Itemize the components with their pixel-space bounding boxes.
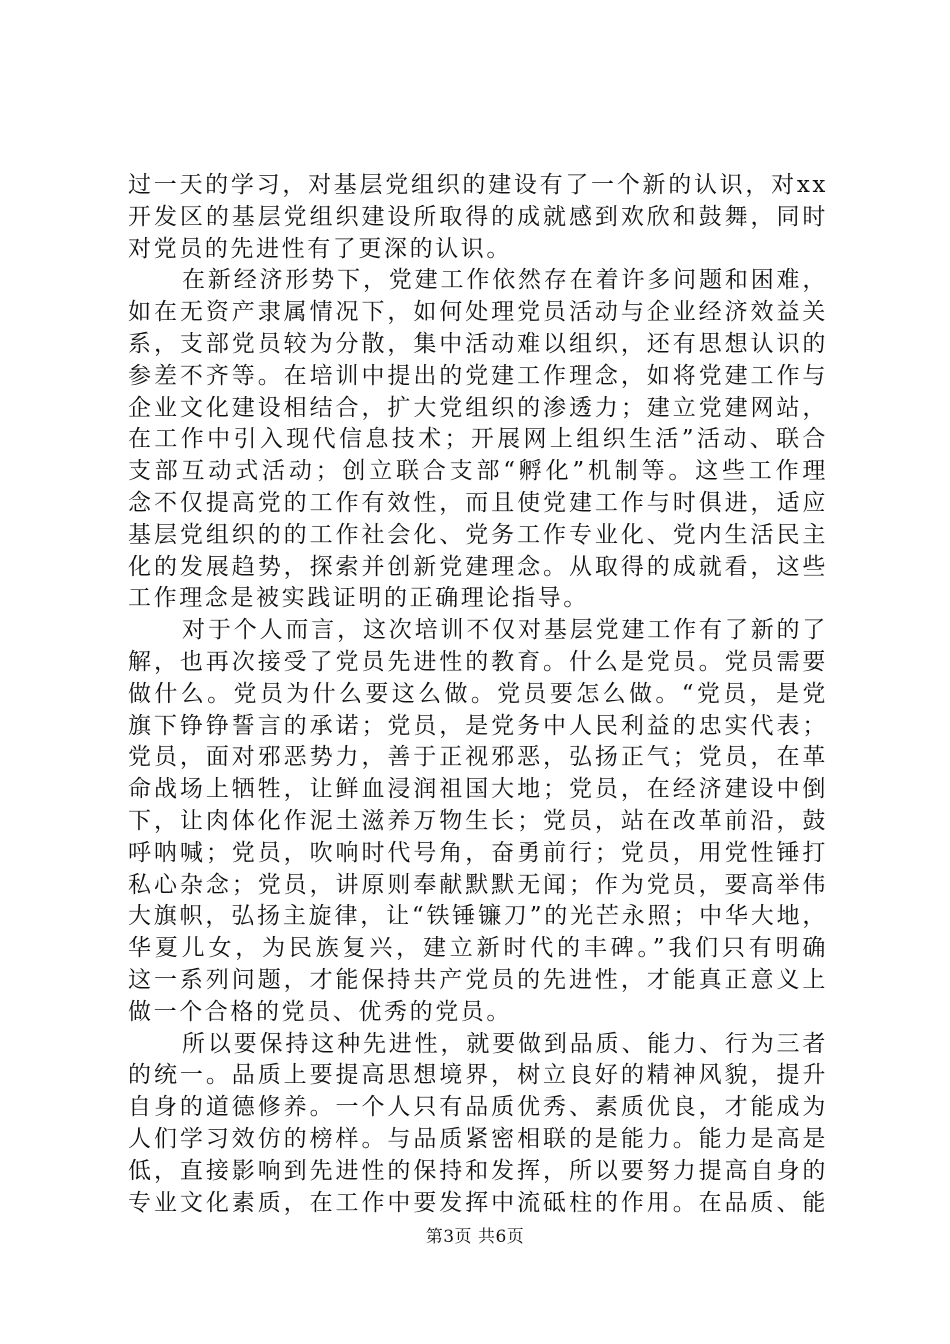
text-line: 如在无资产隶属情况下，如何处理党员活动与企业经济效益关	[128, 299, 828, 326]
text-line: 大旗帜，弘扬主旋律，让“铁锤镰刀”的光芒永照；中华大地，	[128, 903, 828, 930]
text-line: 专业文化素质，在工作中要发挥中流砥柱的作用。在品质、能	[128, 1189, 828, 1216]
text-line: 人们学习效仿的榜样。与品质紧密相联的是能力。能力是高是	[128, 1125, 828, 1152]
text-line: 旗下铮铮誓言的承诺；党员，是党务中人民利益的忠实代表；	[128, 712, 828, 739]
text-line: 化的发展趋势，探索并创新党建理念。从取得的成就看，这些	[128, 553, 828, 580]
text-line: 党员，面对邪恶势力，善于正视邪恶，弘扬正气；党员，在革	[128, 744, 828, 771]
document-body	[128, 170, 828, 1219]
text-line: 系，支部党员较为分散，集中活动难以组织，还有思想认识的	[128, 330, 828, 357]
text-line: 命战场上牺牲，让鲜血浸润祖国大地；党员，在经济建设中倒	[128, 776, 828, 803]
text-line: 私心杂念；党员，讲原则奉献默默无闻；作为党员，要高举伟	[128, 871, 828, 898]
text-line: 企业文化建设相结合，扩大党组织的渗透力；建立党建网站，	[128, 394, 828, 421]
text-line: 过一天的学习，对基层党组织的建设有了一个新的认识，对xx	[128, 172, 828, 198]
text-line: 工作理念是被实践证明的正确理论指导。	[128, 585, 589, 612]
text-line: 自身的道德修养。一个人只有品质优秀、素质优良，才能成为	[128, 1094, 828, 1121]
page-footer: 第3页 共6页	[425, 1227, 525, 1247]
text-line: 做什么。党员为什么要这么做。党员要怎么做。“党员，是党	[128, 680, 828, 707]
text-line: 下，让肉体化作泥土滋养万物生长；党员，站在改革前沿，鼓	[128, 807, 828, 834]
text-line: 所以要保持这种先进性，就要做到品质、能力、行为三者	[182, 1030, 828, 1057]
text-line: 这一系列问题，才能保持共产党员的先进性，才能真正意义上	[128, 966, 828, 993]
text-line: 解，也再次接受了党员先进性的教育。什么是党员。党员需要	[128, 648, 828, 675]
text-line: 参差不齐等。在培训中提出的党建工作理念，如将党建工作与	[128, 362, 828, 389]
text-line: 的统一。品质上要提高思想境界，树立良好的精神风貌，提升	[128, 1062, 828, 1089]
text-line: 基层党组织的的工作社会化、党务工作专业化、党内生活民主	[128, 521, 828, 548]
text-line: 对党员的先进性有了更深的认识。	[128, 235, 512, 262]
text-line: 呼呐喊；党员，吹响时代号角，奋勇前行；党员，用党性锤打	[128, 839, 828, 866]
text-line: 对于个人而言，这次培训不仅对基层党建工作有了新的了	[182, 617, 828, 644]
text-line: 在新经济形势下，党建工作依然存在着许多问题和困难，	[182, 267, 828, 294]
text-line: 低，直接影响到先进性的保持和发挥，所以要努力提高自身的	[128, 1157, 828, 1184]
text-line: 在工作中引入现代信息技术；开展网上组织生活”活动、联合	[128, 426, 828, 453]
text-line: 支部互动式活动；创立联合支部“孵化”机制等。这些工作理	[128, 458, 828, 485]
text-line: 华夏儿女，为民族复兴，建立新时代的丰碑。”我们只有明确	[128, 935, 828, 962]
text-line: 开发区的基层党组织建设所取得的成就感到欢欣和鼓舞，同时	[128, 203, 828, 230]
text-line: 念不仅提高党的工作有效性，而且使党建工作与时俱进，适应	[128, 489, 828, 516]
text-line: 做一个合格的党员、优秀的党员。	[128, 998, 512, 1025]
